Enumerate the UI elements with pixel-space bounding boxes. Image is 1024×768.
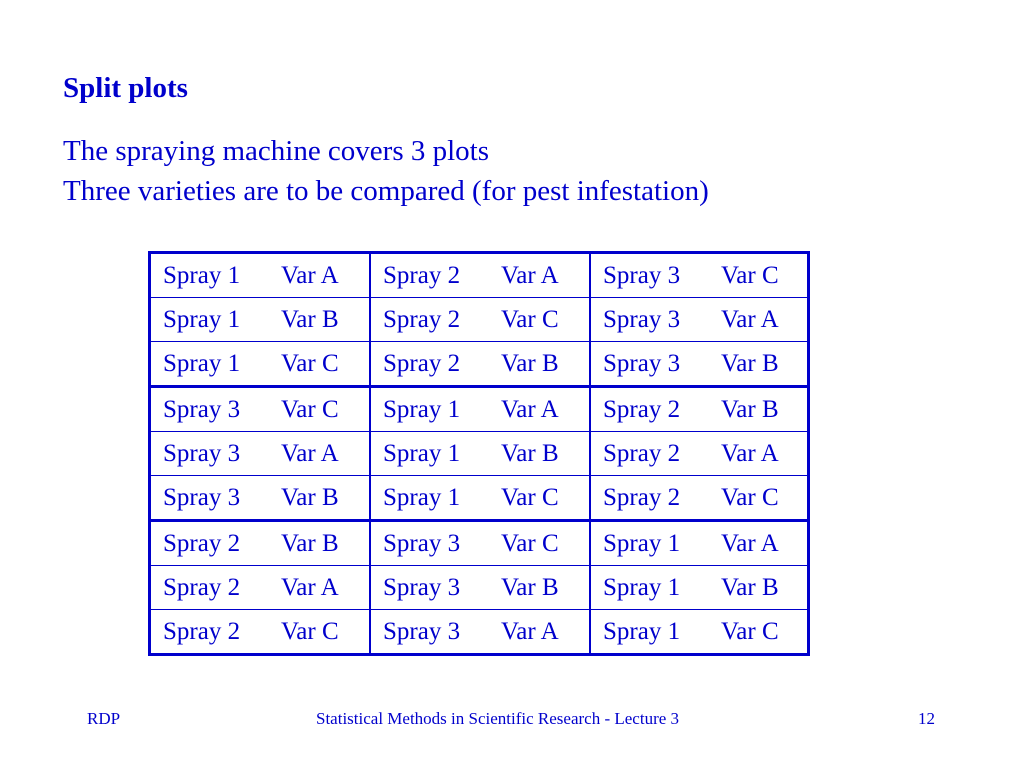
spray-cell: Spray 3 [370, 566, 501, 610]
table-row [150, 253, 809, 298]
spray-cell: Spray 1 [370, 432, 501, 476]
variety-cell: Var C [501, 298, 590, 342]
spray-cell: Spray 1 [370, 387, 501, 432]
variety-cell: Var A [281, 566, 370, 610]
table-row [150, 521, 809, 566]
table-row [150, 610, 809, 655]
spray-cell: Spray 1 [150, 253, 282, 298]
variety-cell: Var C [721, 253, 809, 298]
spray-cell: Spray 3 [150, 387, 282, 432]
footer-course-title: Statistical Methods in Scientific Research - Lecture 3 [316, 709, 680, 728]
variety-cell: Var B [501, 342, 590, 387]
variety-cell: Var B [281, 298, 370, 342]
variety-cell: Var A [721, 298, 809, 342]
spray-cell: Spray 2 [590, 387, 721, 432]
table-row [150, 432, 809, 476]
variety-cell: Var A [721, 521, 809, 566]
variety-cell: Var C [721, 476, 809, 521]
variety-cell: Var A [281, 253, 370, 298]
spray-cell: Spray 2 [370, 342, 501, 387]
variety-cell: Var C [501, 476, 590, 521]
table-row [150, 298, 809, 342]
spray-cell: Spray 1 [590, 566, 721, 610]
spray-cell: Spray 2 [590, 432, 721, 476]
slide-title: Split plots [63, 72, 188, 104]
variety-cell: Var A [501, 610, 590, 655]
spray-cell: Spray 2 [370, 253, 501, 298]
footer-author: RDP [87, 709, 121, 728]
table-row [150, 566, 809, 610]
variety-cell: Var C [281, 610, 370, 655]
spray-cell: Spray 1 [150, 298, 282, 342]
split-plot-table-body [150, 253, 809, 655]
variety-cell: Var B [501, 566, 590, 610]
spray-cell: Spray 1 [590, 521, 721, 566]
variety-cell: Var B [721, 342, 809, 387]
variety-cell: Var C [501, 521, 590, 566]
spray-cell: Spray 2 [150, 521, 282, 566]
variety-cell: Var A [721, 432, 809, 476]
spray-cell: Spray 3 [150, 476, 282, 521]
spray-cell: Spray 1 [590, 610, 721, 655]
spray-cell: Spray 3 [370, 610, 501, 655]
spray-cell: Spray 1 [150, 342, 282, 387]
footer-page-number: 12 [918, 709, 935, 728]
spray-cell: Spray 3 [590, 342, 721, 387]
variety-cell: Var B [501, 432, 590, 476]
variety-cell: Var C [721, 610, 809, 655]
variety-cell: Var B [721, 566, 809, 610]
spray-cell: Spray 2 [370, 298, 501, 342]
spray-cell: Spray 2 [590, 476, 721, 521]
spray-cell: Spray 3 [590, 298, 721, 342]
table-row [150, 476, 809, 521]
table-row [150, 387, 809, 432]
description-line-1: The spraying machine covers 3 plots [63, 135, 490, 167]
variety-cell: Var B [281, 476, 370, 521]
spray-cell: Spray 2 [150, 610, 282, 655]
variety-cell: Var A [501, 253, 590, 298]
variety-cell: Var B [281, 521, 370, 566]
spray-cell: Spray 3 [370, 521, 501, 566]
spray-cell: Spray 2 [150, 566, 282, 610]
description-line-2: Three varieties are to be compared (for pest infestation) [63, 175, 709, 207]
table-row [150, 342, 809, 387]
variety-cell: Var A [501, 387, 590, 432]
variety-cell: Var A [281, 432, 370, 476]
variety-cell: Var C [281, 342, 370, 387]
spray-cell: Spray 1 [370, 476, 501, 521]
spray-cell: Spray 3 [150, 432, 282, 476]
variety-cell: Var C [281, 387, 370, 432]
variety-cell: Var B [721, 387, 809, 432]
spray-cell: Spray 3 [590, 253, 721, 298]
split-plot-table [148, 251, 810, 656]
